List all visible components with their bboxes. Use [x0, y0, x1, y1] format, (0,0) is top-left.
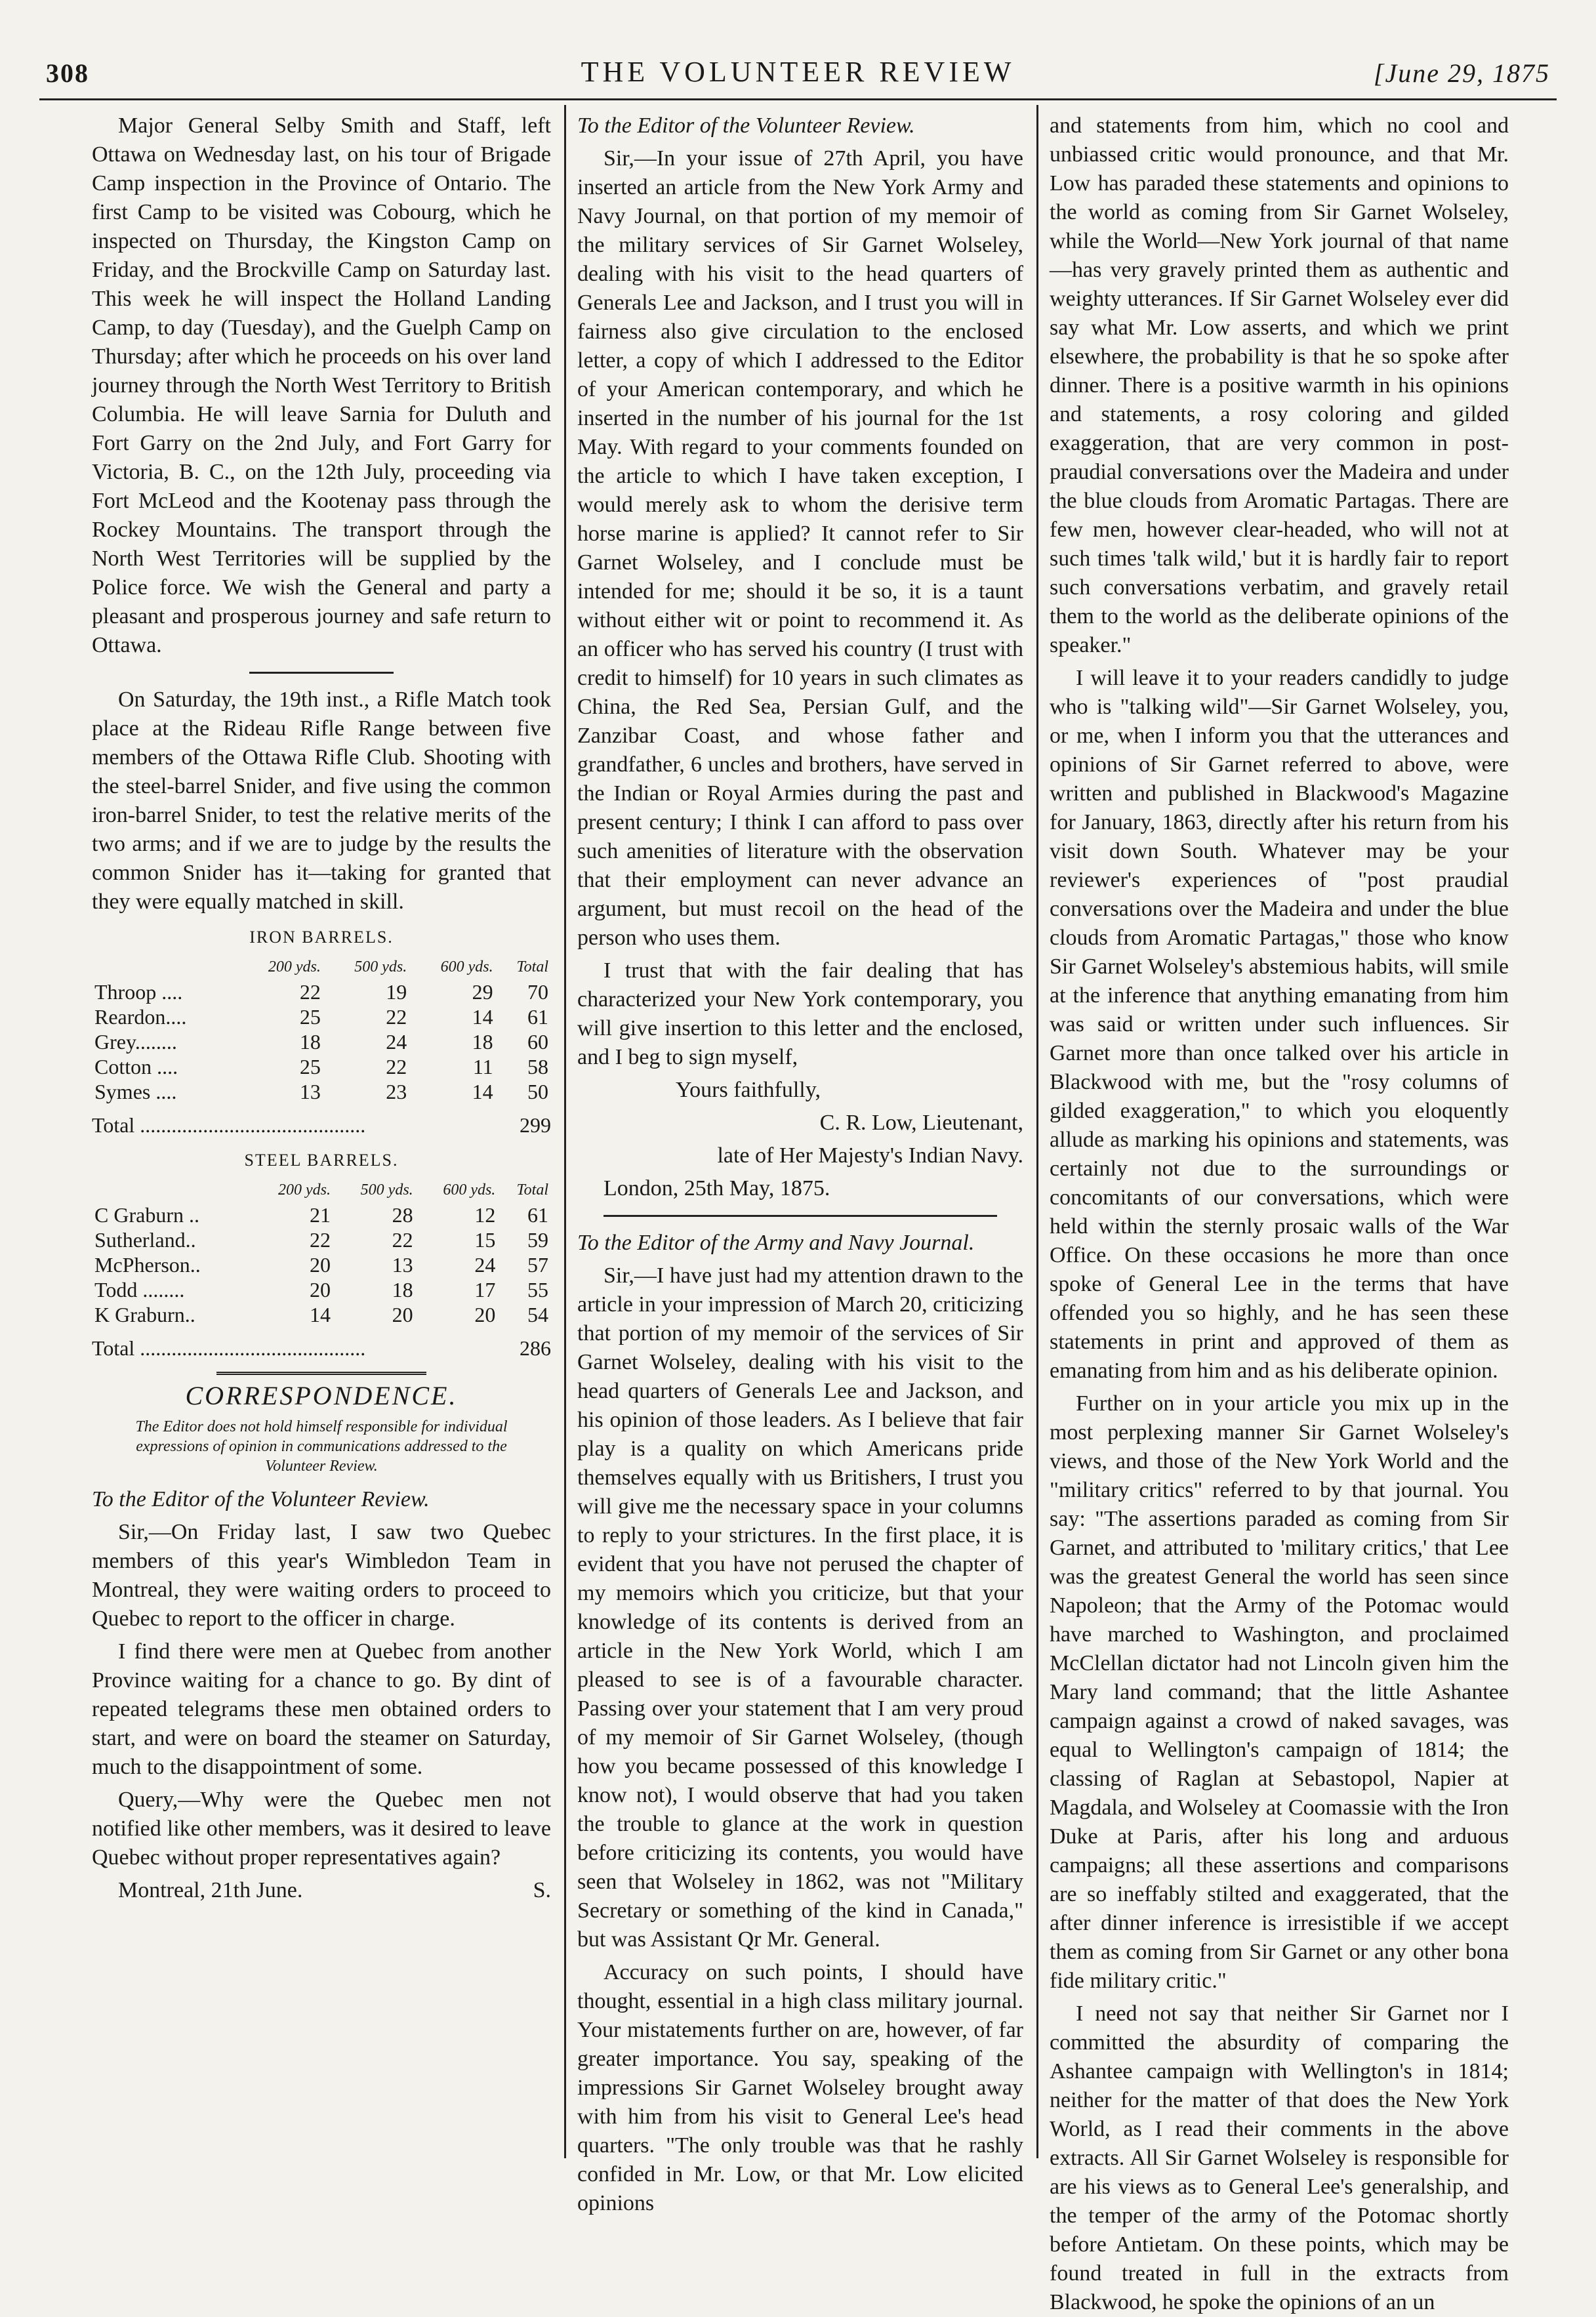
total-value: 299 — [520, 1113, 551, 1137]
score-total: 54 — [527, 1303, 548, 1326]
letter-paragraph: Further on in your article you mix up in the most perplexing manner Sir Garnet Wolseley's views, and those of the New York World and the "military critics" referred to by that journal. You say: "The assertions paraded as coming from Sir Garnet, and attributed to 'military critics,' that Lee was the greatest General the world has seen since Napoleon; that the Army of the Potomac would have marched to Washington, and proclaimed McClellan dictator had not Lincoln given him the Mary land command; that the little Ashantee campaign against a crowd of naked savages, was equal to Wellington's campaign of 1814; the classing of Raglan at Sebastopol, Napier at Magdala, and Wolseley at Coomassie with the Iron Duke at Paris, after his long and arduous campaigns; all these assertions and comparisons are so ineffably stilted and exaggerated, that the after dinner inference is irresistible if we accept them as coming from Sir Garnet or any other bona fide military critic." — [1050, 1391, 1509, 1993]
column-header: 500 yds. — [354, 958, 407, 975]
table-row — [92, 1004, 551, 1029]
steel-barrels-table — [92, 1178, 551, 1327]
letter-paragraph: Sir,—In your issue of 27th April, you have inserted an article from the New York Army and Navy Journal, on that portion of my memoir of the military services of Sir Garnet Wolseley, dealing with his visit to the head quarters of Generals Lee and Jackson, and I trust you will in fairness also give circulation to the enclosed letter, a copy of which I addressed to the Editor of your American contemporary, and which he inserted in the number of his journal for the 1st May. With regard to your comments founded on the article to which I have taken exception, I would merely ask to whom the derisive term horse marine is applied? It cannot refer to Sir Garnet Wolseley, and I conclude must be intended for me; should it be so, it is a taunt without either wit or point to recommend it. As an officer who has served his country (I trust with credit to himself) for 10 years in such climates as China, the Red Sea, Persian Gulf, and the Zanzibar Coast, and whose father and grandfather, 6 uncles and brothers, have served in the Indian or Royal Armies during the past and present century; I think I can afford to pass over such amenities of literature with the observation that their employment can never advance an argument, but must recoil on the head of the person who uses them. — [577, 146, 1023, 950]
letter-author-title: late of Her Majesty's Indian Navy. — [717, 1143, 1023, 1168]
letter-salutation: To the Editor of the Army and Navy Journal. — [577, 1231, 975, 1255]
shooter-name: K Graburn.. — [94, 1303, 195, 1326]
shooter-name: Reardon.... — [94, 1005, 187, 1029]
score-total: 57 — [527, 1253, 548, 1277]
letter-salutation: To the Editor of the Volunteer Review. — [577, 113, 915, 138]
table-header-row — [92, 1178, 551, 1202]
score-600: 14 — [472, 1080, 493, 1103]
table-row — [92, 1079, 551, 1104]
letter-paragraph: Query,—Why were the Quebec men not notified like other members, was it desired to leave Quebec without proper representatives again? — [92, 1788, 551, 1870]
iron-total: Total ........................................... 299 — [92, 1111, 551, 1139]
item-separator — [249, 672, 394, 674]
column-header: 200 yds. — [268, 958, 321, 975]
page-number: 308 — [46, 58, 89, 88]
column-3 — [1050, 112, 1509, 2314]
column-1 — [92, 112, 551, 2145]
letter-paragraph: I find there were men at Quebec from another Province waiting for a chance to go. By dint of repeated telegrams these men obtained orders to start, and were on board the steamer on Saturday, much to the disappointment of some. — [92, 1639, 551, 1779]
letter-paragraph: Accuracy on such points, I should have thought, essential in a high class military journal. Your mistatements further on are, however, of far greater importance. You say, speaking of the impressions Sir Garnet Wolseley brought away with him from his visit to General Lee's head quarters. "The only trouble was that he rashly confided in Mr. Low, or that Mr. Low elicited opinions — [577, 1960, 1023, 2215]
score-200: 22 — [299, 980, 321, 1004]
table-row — [92, 1054, 551, 1079]
section-rule — [216, 1372, 426, 1375]
letter-paragraph: I need not say that neither Sir Garnet nor I committed the absurdity of comparing the Ashantee campaign with Wellington's in 1814; neither for the matter of that does the New York World, as I read their comments in the above extracts. All Sir Garnet Wolseley is responsible for are his views as to General Lee's generalship, and the temper of the army of the Potomac shortly before Antietam. On these points, which may be found treated in full in the extracts from Blackwood, he spoke the opinions of an un — [1050, 2001, 1509, 2314]
letter-author: C. R. Low, Lieutenant, — [819, 1111, 1023, 1135]
score-200: 14 — [310, 1303, 331, 1326]
score-500: 19 — [386, 980, 407, 1004]
letter-close: Yours faithfully, — [676, 1078, 821, 1102]
score-200: 18 — [299, 1030, 321, 1054]
column-divider — [564, 105, 566, 2158]
letter-signoff — [92, 1876, 551, 1905]
column-header: 200 yds. — [278, 1181, 331, 1199]
score-total: 70 — [527, 980, 548, 1004]
shooter-name: Sutherland.. — [94, 1228, 196, 1252]
shooter-name: Throop .... — [94, 980, 183, 1004]
score-600: 12 — [474, 1203, 496, 1227]
score-600: 20 — [474, 1303, 496, 1326]
score-600: 17 — [474, 1278, 496, 1302]
score-200: 25 — [299, 1055, 321, 1078]
score-500: 22 — [392, 1228, 413, 1252]
news-item-general: Major General Selby Smith and Staff, left Ottawa on Wednesday last, on his tour of Brigade Camp inspection in the Province of Ontario. The first Camp to be visited was Cobourg, which he inspected on Thursday, the Kingston Camp on Friday, and the Brockville Camp on Saturday last. This week he will inspect the Holland Landing Camp, to day (Tuesday), and the Guelph Camp on Thursday; after which he proceeds on his over land journey through the North West Territory to British Columbia. He will leave Sarnia for Duluth and Fort Garry on the 2nd July, and Fort Garry for Victoria, B. C., on the 12th July, proceeding via Fort McLeod and the Kootenay pass through the Rockey Mountains. The transport through the North West Territories will be supplied by the Police force. We wish the General and party a pleasant and prosperous journey and safe return to Ottawa. — [92, 113, 551, 657]
column-header: 500 yds. — [360, 1181, 413, 1199]
score-200: 21 — [310, 1203, 331, 1227]
column-2 — [577, 112, 1023, 2215]
column-header: 600 yds. — [443, 1181, 496, 1199]
score-total: 61 — [527, 1203, 548, 1227]
shooter-name: C Graburn .. — [94, 1203, 199, 1227]
score-total: 58 — [527, 1055, 548, 1078]
score-total: 50 — [527, 1080, 548, 1103]
publication-title: THE VOLUNTEER REVIEW — [581, 56, 1015, 88]
header-rule — [39, 98, 1557, 100]
score-200: 13 — [299, 1080, 321, 1103]
page-header — [0, 0, 1596, 98]
total-label: Total — [92, 1336, 135, 1360]
table-row — [92, 1252, 551, 1277]
column-header: Total — [516, 1181, 548, 1199]
shooter-name: Symes .... — [94, 1080, 177, 1103]
column-header: 600 yds. — [440, 958, 493, 975]
score-total: 59 — [527, 1228, 548, 1252]
news-item-rifle-match: On Saturday, the 19th inst., a Rifle Match took place at the Rideau Rifle Range between five members of the Ottawa Rifle Club. Shooting with the steel-barrel Snider, and five using the common iron-barrel Snider, to test the relative merits of the two arms; and if we are to judge by the results the common Snider has it—taking for granted that they were equally matched in skill. — [92, 687, 551, 914]
letter-place-date: Montreal, 21th June. — [118, 1878, 303, 1902]
table-row — [92, 1302, 551, 1327]
score-total: 61 — [527, 1005, 548, 1029]
score-total: 60 — [527, 1030, 548, 1054]
letter-paragraph: and statements from him, which no cool and unbiassed critic would pronounce, and that Mr. Low has paraded these statements and opinions to the world as coming from Sir Garnet Wolseley, while the World—New York journal of that name—has very gravely printed them as authentic and weighty utterances. If Sir Garnet Wolseley ever did say what Mr. Low asserts, and which we print elsewhere, the probability is that he so spoke after dinner. There is a positive warmth in his opinions and statements, a rosy coloring and gilded exaggeration, that are very common in post-praudial conversations over the Madeira and under the blue clouds from Aromatic Partagas. There are few men, however clear-headed, who will not at such times 'talk wild,' but it is hardly fair to report such conversations verbatim, and gravely retail them to the world as the deliberate opinions of the speaker." — [1050, 113, 1509, 657]
letter-paragraph: Sir,—On Friday last, I saw two Quebec members of this year's Wimbledon Team in Montreal, they were waiting orders to proceed to Quebec to report to the officer in charge. — [92, 1520, 551, 1631]
steel-barrels-title: STEEL BARRELS. — [244, 1151, 399, 1170]
score-500: 23 — [386, 1080, 407, 1103]
item-separator — [604, 1215, 997, 1217]
score-200: 20 — [310, 1253, 331, 1277]
steel-total: Total ........................................... 286 — [92, 1334, 551, 1363]
letter-paragraph: I will leave it to your readers candidly to judge who is "talking wild"—Sir Garnet Wolseley, you, or me, when I inform you that the utterances and opinions of Sir Garnet referred to above, were written and published in Blackwood's Magazine for January, 1863, directly after his return from his visit down South. Whatever may be your reviewer's experiences of "post praudial conversations over the Madeira and under the blue clouds from Aromatic Partagas," those who know Sir Garnet Wolseley's abstemious habits, will smile at the inference that anything emanating from him was said or written under such influences. Sir Garnet more than once talked over his article in Blackwood with me, but the "rosy columns of gilded exaggeration," to which you eloquently allude as marking his opinions and statements, was certainly not due to the surroundings or concomitants of our conversations, which were held within the sternly prosaic walls of the War Office. On these occasions he more than once spoke of General Lee in the terms that have offended you so highly, and he has seen these statements in print and approved of them as emanating from him and as his deliberate opinion. — [1050, 666, 1509, 1383]
shooter-name: McPherson.. — [94, 1253, 201, 1277]
score-500: 28 — [392, 1203, 413, 1227]
letter-signature: S. — [533, 1878, 551, 1902]
score-600: 24 — [474, 1253, 496, 1277]
score-600: 29 — [472, 980, 493, 1004]
score-500: 18 — [392, 1278, 413, 1302]
letter-paragraph: Sir,—I have just had my attention drawn to the article in your impression of March 20, criticizing that portion of my memoir of the services of Sir Garnet Wolseley, dealing with his visit to the head quarters of Generals Lee and Jackson, and his opinion of those leaders. As I believe that fair play is a quality on which Americans pride themselves equally with us Britishers, I trust you will give me the necessary space in your columns to reply to your strictures. In the first place, it is evident that you have not perused the chapter of my memoirs which you criticize, but that your knowledge of its contents is derived from an article in the New York World, which I am pleased to see is of a favourable character. Passing over your statement that I am very proud of my memoir of Sir Garnet Wolseley, (though how you became possessed of this knowledge I know not), I would observe that had you taken the trouble to glance at the work in question before criticizing its contents, you would have seen that Wolseley in 1862, was not "Military Secretary or something of the kind in Canada," but was Assistant Qr Mr. General. — [577, 1263, 1023, 1952]
shooter-name: Grey........ — [94, 1030, 177, 1054]
score-600: 18 — [472, 1030, 493, 1054]
score-200: 20 — [310, 1278, 331, 1302]
score-500: 22 — [386, 1005, 407, 1029]
score-600: 15 — [474, 1228, 496, 1252]
score-500: 13 — [392, 1253, 413, 1277]
iron-barrels-table — [92, 954, 551, 1104]
letter-paragraph: I trust that with the fair dealing that has characterized your New York contemporary, you will give insertion to this letter and the enclosed, and I beg to sign myself, — [577, 958, 1023, 1069]
total-value: 286 — [520, 1336, 551, 1360]
column-divider — [1036, 105, 1038, 2158]
total-label: Total — [92, 1113, 135, 1137]
score-200: 22 — [310, 1228, 331, 1252]
score-500: 22 — [386, 1055, 407, 1078]
score-500: 20 — [392, 1303, 413, 1326]
editor-disclaimer: The Editor does not hold himself responsible for individual expressions of opinion in communications addressed to the Volunteer Review. — [135, 1418, 508, 1475]
score-500: 24 — [386, 1030, 407, 1054]
issue-date: [June 29, 1875 — [1373, 58, 1550, 88]
letter-place-date: London, 25th May, 1875. — [604, 1176, 830, 1200]
column-header: Total — [516, 958, 548, 975]
score-600: 11 — [472, 1055, 493, 1078]
score-600: 14 — [472, 1005, 493, 1029]
table-row — [92, 979, 551, 1004]
letter-salutation: To the Editor of the Volunteer Review. — [92, 1487, 430, 1511]
shooter-name: Todd ........ — [94, 1278, 185, 1302]
table-row — [92, 1227, 551, 1252]
score-total: 55 — [527, 1278, 548, 1302]
shooter-name: Cotton .... — [94, 1055, 178, 1078]
table-row — [92, 1029, 551, 1054]
score-200: 25 — [299, 1005, 321, 1029]
table-row — [92, 1202, 551, 1227]
table-row — [92, 1277, 551, 1302]
correspondence-heading: CORRESPONDENCE. — [185, 1381, 458, 1410]
iron-barrels-title: IRON BARRELS. — [249, 928, 394, 947]
table-header-row — [92, 954, 551, 979]
